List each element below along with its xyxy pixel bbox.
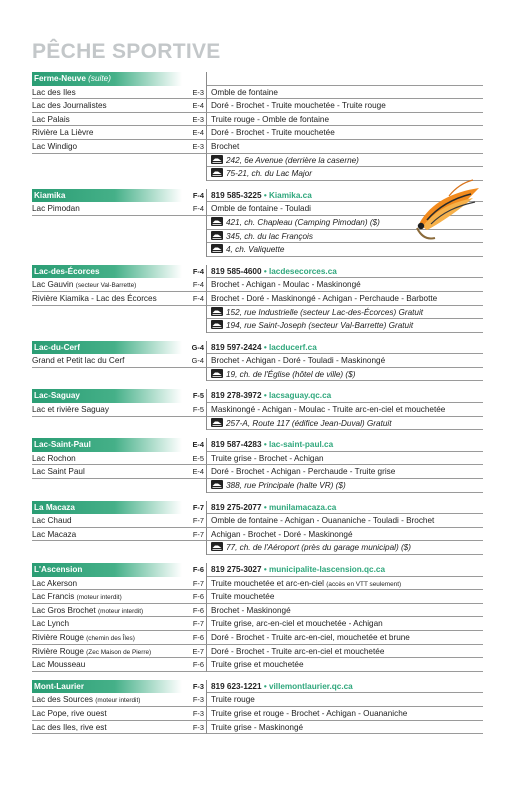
bullet-separator: • [261, 190, 269, 200]
town-section [32, 680, 483, 734]
boat-launch-row [32, 368, 483, 382]
empty-cell [182, 417, 207, 431]
lake-species: Truite mouchetée [211, 592, 275, 602]
lake-name: Lac Gros Brochet [32, 605, 96, 615]
town-name-cell [32, 680, 182, 694]
lake-row [32, 721, 483, 735]
lake-grid-ref: F-7 [182, 617, 207, 631]
boat-launch-cell [207, 417, 483, 431]
town-section [32, 72, 483, 181]
town-header [32, 501, 483, 515]
lake-name: Lac Francis [32, 592, 75, 602]
species-cell [207, 514, 483, 528]
lake-grid-ref: F-3 [182, 693, 207, 707]
boat-launch-cell [207, 479, 483, 493]
boat-launch-row [32, 154, 483, 168]
town-section [32, 389, 483, 430]
lake-note: (secteur Val-Barrette) [75, 282, 137, 290]
species-note: (accès en VTT seulement) [326, 580, 402, 588]
species-cell [207, 113, 483, 127]
lake-name-cell [32, 465, 182, 479]
lake-species: Doré - Brochet - Achigan - Perchaude - Truite grise [211, 467, 396, 477]
lake-species: Achigan - Brochet - Doré - Maskinongé [211, 529, 353, 539]
lake-species: Brochet - Maskinongé [211, 605, 291, 615]
empty-cell [32, 154, 182, 168]
town-name-cell [32, 438, 182, 452]
town-name: Lac-des-Écorces [34, 266, 100, 276]
species-cell [207, 707, 483, 721]
empty-cell [182, 368, 207, 382]
town-grid-ref: F-4 [182, 189, 207, 203]
boat-launch-icon [211, 320, 223, 329]
bullet-separator: • [261, 391, 269, 401]
town-name: Lac-Saguay [34, 391, 80, 401]
lake-row [32, 278, 483, 292]
lake-name: Lac Akerson [32, 578, 78, 588]
empty-cell [182, 216, 207, 230]
town-name-cell [32, 189, 182, 203]
town-header [32, 389, 483, 403]
lake-name: Lac des Journalistes [32, 101, 107, 111]
lake-name-cell [32, 707, 182, 721]
boat-launch-address: 75-21, ch. du Lac Major [226, 169, 313, 179]
lake-species: Truite grise et mouchetée [211, 660, 304, 670]
lake-name: Lac Pope, rive ouest [32, 708, 107, 718]
lake-name-cell [32, 631, 182, 645]
lake-row [32, 514, 483, 528]
empty-cell [32, 541, 182, 555]
lake-name-cell [32, 514, 182, 528]
empty-cell [182, 479, 207, 493]
boat-launch-cell [207, 154, 483, 168]
lake-grid-ref: F-7 [182, 514, 207, 528]
lake-row [32, 631, 483, 645]
lake-note: (chemin des Îles) [86, 634, 135, 642]
species-cell [207, 278, 483, 292]
boat-launch-address: 388, rue Principale (halte VR) ($) [226, 481, 346, 491]
town-header [32, 341, 483, 355]
lake-grid-ref: F-4 [182, 278, 207, 292]
town-phone: 819 275-3027 [211, 565, 262, 574]
lake-species: Brochet [211, 141, 240, 151]
species-cell [207, 645, 483, 659]
lake-grid-ref: F-6 [182, 658, 207, 672]
lake-row [32, 403, 483, 417]
species-cell [207, 140, 483, 154]
lake-species: Truite mouchetée et arc-en-ciel [211, 578, 325, 588]
boat-launch-icon [211, 418, 223, 427]
empty-cell [182, 319, 207, 333]
town-grid-ref: F-7 [182, 501, 207, 515]
lake-name-cell [32, 693, 182, 707]
town-website-link[interactable]: municipalite-lascension.qc.ca [268, 565, 385, 574]
town-grid-ref: F-3 [182, 680, 207, 694]
lake-row [32, 465, 483, 479]
empty-cell [32, 167, 182, 181]
town-website-link[interactable]: lacducerf.ca [268, 342, 317, 352]
boat-launch-icon [211, 542, 223, 551]
boat-launch-address: 77, ch. de l'Aéroport (près du garage municipal) ($) [226, 543, 411, 553]
empty-cell [32, 216, 182, 230]
lake-row [32, 528, 483, 542]
town-name-cell [32, 501, 182, 515]
lake-note: (moteur interdit) [98, 607, 144, 615]
lake-grid-ref: E-3 [182, 140, 207, 154]
lake-grid-ref: F-3 [182, 721, 207, 735]
lake-grid-ref: E-5 [182, 452, 207, 466]
species-cell [207, 452, 483, 466]
boat-launch-cell [207, 306, 483, 320]
species-cell [207, 721, 483, 735]
town-header [32, 563, 483, 577]
boat-launch-row [32, 417, 483, 431]
species-cell [207, 590, 483, 604]
lake-grid-ref: F-6 [182, 604, 207, 618]
lake-name: Rivière Rouge [32, 632, 84, 642]
town-grid-ref: F-5 [182, 389, 207, 403]
town-name: Ferme-Neuve [34, 74, 86, 83]
empty-cell [32, 417, 182, 431]
empty-cell [182, 154, 207, 168]
lake-species: Omble de fontaine - Achigan - Ouananiche - Touladi - Brochet [211, 516, 435, 526]
lake-name-cell [32, 86, 182, 100]
boat-launch-row [32, 306, 483, 320]
fishing-fly-icon [413, 176, 485, 246]
lake-grid-ref: E-7 [182, 645, 207, 659]
lake-grid-ref: G-4 [182, 354, 207, 368]
lake-grid-ref: F-4 [182, 202, 207, 216]
lake-row [32, 113, 483, 127]
lake-species: Truite grise - Brochet - Achigan [211, 453, 324, 463]
lake-name-cell [32, 452, 182, 466]
species-cell [207, 354, 483, 368]
town-contact [207, 501, 483, 515]
lake-name-cell [32, 617, 182, 631]
lake-row [32, 693, 483, 707]
empty-cell [32, 319, 182, 333]
lake-grid-ref: E-3 [182, 113, 207, 127]
town-name-suffix: (suite) [88, 74, 111, 83]
species-cell [207, 99, 483, 113]
town-contact [207, 389, 483, 403]
lake-name: Lac Pimodan [32, 204, 80, 214]
lake-grid-ref: F-7 [182, 577, 207, 591]
lake-name: Lac Gauvin [32, 280, 74, 290]
lake-name: Lac Mousseau [32, 660, 86, 670]
lake-grid-ref: F-6 [182, 631, 207, 645]
lake-species: Doré - Brochet - Truite arc-en-ciel et mouchetée [211, 646, 385, 656]
lake-note: (moteur interdit) [95, 697, 141, 705]
lake-name-cell [32, 202, 182, 216]
empty-cell [32, 243, 182, 257]
lake-species: Truite grise et rouge - Brochet - Achigan - Ouananiche [211, 708, 408, 718]
town-phone: 819 275-2077 [211, 502, 262, 512]
lake-note: (Zec Maison de Pierre) [86, 648, 152, 656]
boat-launch-icon [211, 369, 223, 378]
bullet-separator: • [261, 565, 269, 574]
lake-name-cell [32, 590, 182, 604]
lake-row [32, 604, 483, 618]
boat-launch-cell [207, 319, 483, 333]
lake-name: Lac Saint Paul [32, 467, 85, 477]
empty-cell [32, 479, 182, 493]
town-grid-ref: E-4 [182, 438, 207, 452]
town-name: Mont-Laurier [34, 681, 85, 691]
species-cell [207, 604, 483, 618]
lake-name: Rivière La Lièvre [32, 128, 94, 138]
lake-name: Lac Lynch [32, 619, 70, 629]
boat-launch-address: 257-A, Route 117 (édifice Jean-Duval) Gratuit [226, 418, 392, 428]
town-section [32, 501, 483, 555]
boat-launch-icon [211, 244, 223, 253]
town-phone: 819 278-3972 [211, 391, 262, 401]
lake-grid-ref: E-4 [182, 99, 207, 113]
town-header [32, 265, 483, 279]
lake-grid-ref: F-6 [182, 590, 207, 604]
boat-launch-address: 345, ch. du lac François [226, 231, 313, 241]
species-cell [207, 693, 483, 707]
lake-name-cell [32, 278, 182, 292]
town-website-link[interactable]: villemontlaurier.qc.ca [268, 681, 353, 691]
lake-species: Brochet - Achigan - Moulac - Maskinongé [211, 280, 361, 290]
town-website-link[interactable]: lac-saint-paul.ca [268, 440, 334, 450]
lake-species: Doré - Brochet - Truite arc-en-ciel, mouchetée et brune [211, 632, 410, 642]
town-contact [207, 680, 483, 694]
lake-name: Lac des Iles, rive est [32, 722, 107, 732]
lake-name-cell [32, 721, 182, 735]
town-grid-ref: F-4 [182, 265, 207, 279]
boat-launch-address: 194, rue Saint-Joseph (secteur Val-Barrette) Gratuit [226, 321, 414, 331]
lake-row [32, 86, 483, 100]
lake-row [32, 645, 483, 659]
town-name-cell [32, 389, 182, 403]
lake-name-cell [32, 577, 182, 591]
empty-cell [32, 368, 182, 382]
lake-name: Lac Macaza [32, 529, 77, 539]
boat-launch-row [32, 541, 483, 555]
town-header [32, 680, 483, 694]
fishing-listing [32, 72, 483, 742]
town-section [32, 341, 483, 382]
lake-row [32, 140, 483, 154]
town-name: Lac-Saint-Paul [34, 440, 91, 450]
lake-row [32, 354, 483, 368]
town-phone: 819 587-4283 [211, 440, 262, 450]
boat-launch-address: 242, 6e Avenue (derrière la caserne) [226, 155, 359, 165]
town-contact [207, 341, 483, 355]
lake-name-cell [32, 354, 182, 368]
species-cell [207, 403, 483, 417]
species-cell [207, 528, 483, 542]
lake-grid-ref: F-4 [182, 292, 207, 306]
lake-row [32, 590, 483, 604]
town-grid-ref: F-6 [182, 563, 207, 577]
town-name: L'Ascension [34, 565, 83, 574]
lake-row [32, 658, 483, 672]
boat-launch-row [32, 479, 483, 493]
town-contact [207, 72, 483, 86]
town-header [32, 438, 483, 452]
town-phone: 819 623-1221 [211, 681, 262, 691]
lake-name-cell [32, 658, 182, 672]
lake-name-cell [32, 126, 182, 140]
lake-name: Lac Chaud [32, 516, 72, 526]
town-contact [207, 438, 483, 452]
lake-name-cell [32, 403, 182, 417]
town-contact [207, 265, 483, 279]
lake-name: Lac et rivière Saguay [32, 405, 109, 415]
lake-row [32, 707, 483, 721]
bullet-separator: • [261, 440, 269, 450]
empty-cell [32, 306, 182, 320]
lake-row [32, 99, 483, 113]
lake-grid-ref: E-4 [182, 126, 207, 140]
town-name-cell [32, 341, 182, 355]
page-title: PÊCHE SPORTIVE [32, 40, 221, 63]
town-name: Lac-du-Cerf [34, 342, 80, 352]
lake-name: Rivière Kiamika - Lac des Écorces [32, 293, 157, 303]
lake-name: Rivière Rouge [32, 646, 84, 656]
lake-row [32, 126, 483, 140]
empty-cell [182, 167, 207, 181]
lake-note: (moteur interdit) [76, 594, 122, 602]
empty-cell [182, 243, 207, 257]
lake-name: Grand et Petit lac du Cerf [32, 356, 125, 366]
lake-grid-ref: F-3 [182, 707, 207, 721]
lake-name-cell [32, 140, 182, 154]
boat-launch-icon [211, 155, 223, 164]
town-website-link[interactable]: munilamacaza.ca [268, 502, 337, 512]
lake-grid-ref: F-5 [182, 403, 207, 417]
lake-name: Lac Windigo [32, 141, 78, 151]
town-section [32, 265, 483, 333]
species-cell [207, 617, 483, 631]
lake-row [32, 617, 483, 631]
lake-species: Truite grise, arc-en-ciel et mouchetée - Achigan [211, 619, 383, 629]
lake-row [32, 452, 483, 466]
lake-grid-ref: E-3 [182, 86, 207, 100]
lake-name-cell [32, 604, 182, 618]
lake-species: Doré - Brochet - Truite mouchetée - Truite rouge [211, 101, 386, 111]
town-grid-ref [182, 72, 207, 86]
lake-species: Maskinongé - Achigan - Moulac - Truite arc-en-ciel et mouchetée [211, 405, 446, 415]
boat-launch-address: 19, ch. de l'Église (hôtel de ville) ($) [226, 369, 356, 379]
town-website-link[interactable]: lacdesecorces.ca [268, 266, 337, 276]
town-contact [207, 563, 483, 577]
bullet-separator: • [261, 342, 269, 352]
lake-name-cell [32, 528, 182, 542]
lake-name-cell [32, 292, 182, 306]
lake-species: Brochet - Doré - Maskinongé - Achigan - Perchaude - Barbotte [211, 293, 438, 303]
lake-species: Truite grise - Maskinongé [211, 722, 304, 732]
lake-name: Lac des Iles [32, 87, 76, 97]
bullet-separator: • [261, 681, 269, 691]
boat-launch-icon [211, 168, 223, 177]
bullet-separator: • [261, 502, 269, 512]
lake-species: Omble de fontaine - Touladi [211, 204, 311, 214]
species-cell [207, 631, 483, 645]
lake-grid-ref: E-4 [182, 465, 207, 479]
species-cell [207, 465, 483, 479]
empty-cell [182, 541, 207, 555]
lake-species: Truite rouge [211, 695, 255, 705]
lake-name: Lac des Sources [32, 695, 93, 705]
boat-launch-address: 421, ch. Chapleau (Camping Pimodan) ($) [226, 217, 380, 227]
town-website-link[interactable]: Kiamika.ca [268, 190, 312, 200]
lake-name: Lac Palais [32, 114, 70, 124]
boat-launch-icon [211, 480, 223, 489]
town-name-cell [32, 265, 182, 279]
lake-species: Doré - Brochet - Truite mouchetée [211, 128, 335, 138]
species-cell [207, 658, 483, 672]
boat-launch-cell [207, 541, 483, 555]
town-section [32, 563, 483, 672]
empty-cell [182, 306, 207, 320]
lake-row [32, 577, 483, 591]
lake-name: Lac Rochon [32, 453, 76, 463]
lake-species: Omble de fontaine [211, 87, 278, 97]
boat-launch-icon [211, 217, 223, 226]
lake-species: Truite rouge - Omble de fontaine [211, 114, 330, 124]
lake-name-cell [32, 99, 182, 113]
town-grid-ref: G-4 [182, 341, 207, 355]
town-section [32, 438, 483, 492]
lake-name-cell [32, 113, 182, 127]
lake-row [32, 292, 483, 306]
town-phone: 819 585-3225 [211, 190, 262, 200]
town-website-link[interactable]: lacsaguay.qc.ca [268, 391, 332, 401]
town-header [32, 72, 483, 86]
lake-name-cell [32, 645, 182, 659]
town-name: La Macaza [34, 502, 75, 512]
boat-launch-cell [207, 368, 483, 382]
lake-grid-ref: F-7 [182, 528, 207, 542]
boat-launch-row [32, 319, 483, 333]
town-phone: 819 597-2424 [211, 342, 262, 352]
species-cell [207, 86, 483, 100]
empty-cell [182, 230, 207, 244]
town-name: Kiamika [34, 190, 66, 200]
species-cell [207, 126, 483, 140]
boat-launch-address: 152, rue Industrielle (secteur Lac-des-Écorces) Gratuit [226, 307, 424, 317]
bullet-separator: • [261, 266, 269, 276]
boat-launch-icon [211, 231, 223, 240]
boat-launch-address: 4, ch. Valiquette [226, 245, 285, 255]
boat-launch-icon [211, 307, 223, 316]
town-name-cell [32, 72, 182, 86]
species-cell [207, 292, 483, 306]
lake-species: Brochet - Achigan - Doré - Touladi - Maskinongé [211, 356, 386, 366]
species-cell [207, 577, 483, 591]
empty-cell [32, 230, 182, 244]
town-phone: 819 585-4600 [211, 266, 262, 276]
town-name-cell [32, 563, 182, 577]
